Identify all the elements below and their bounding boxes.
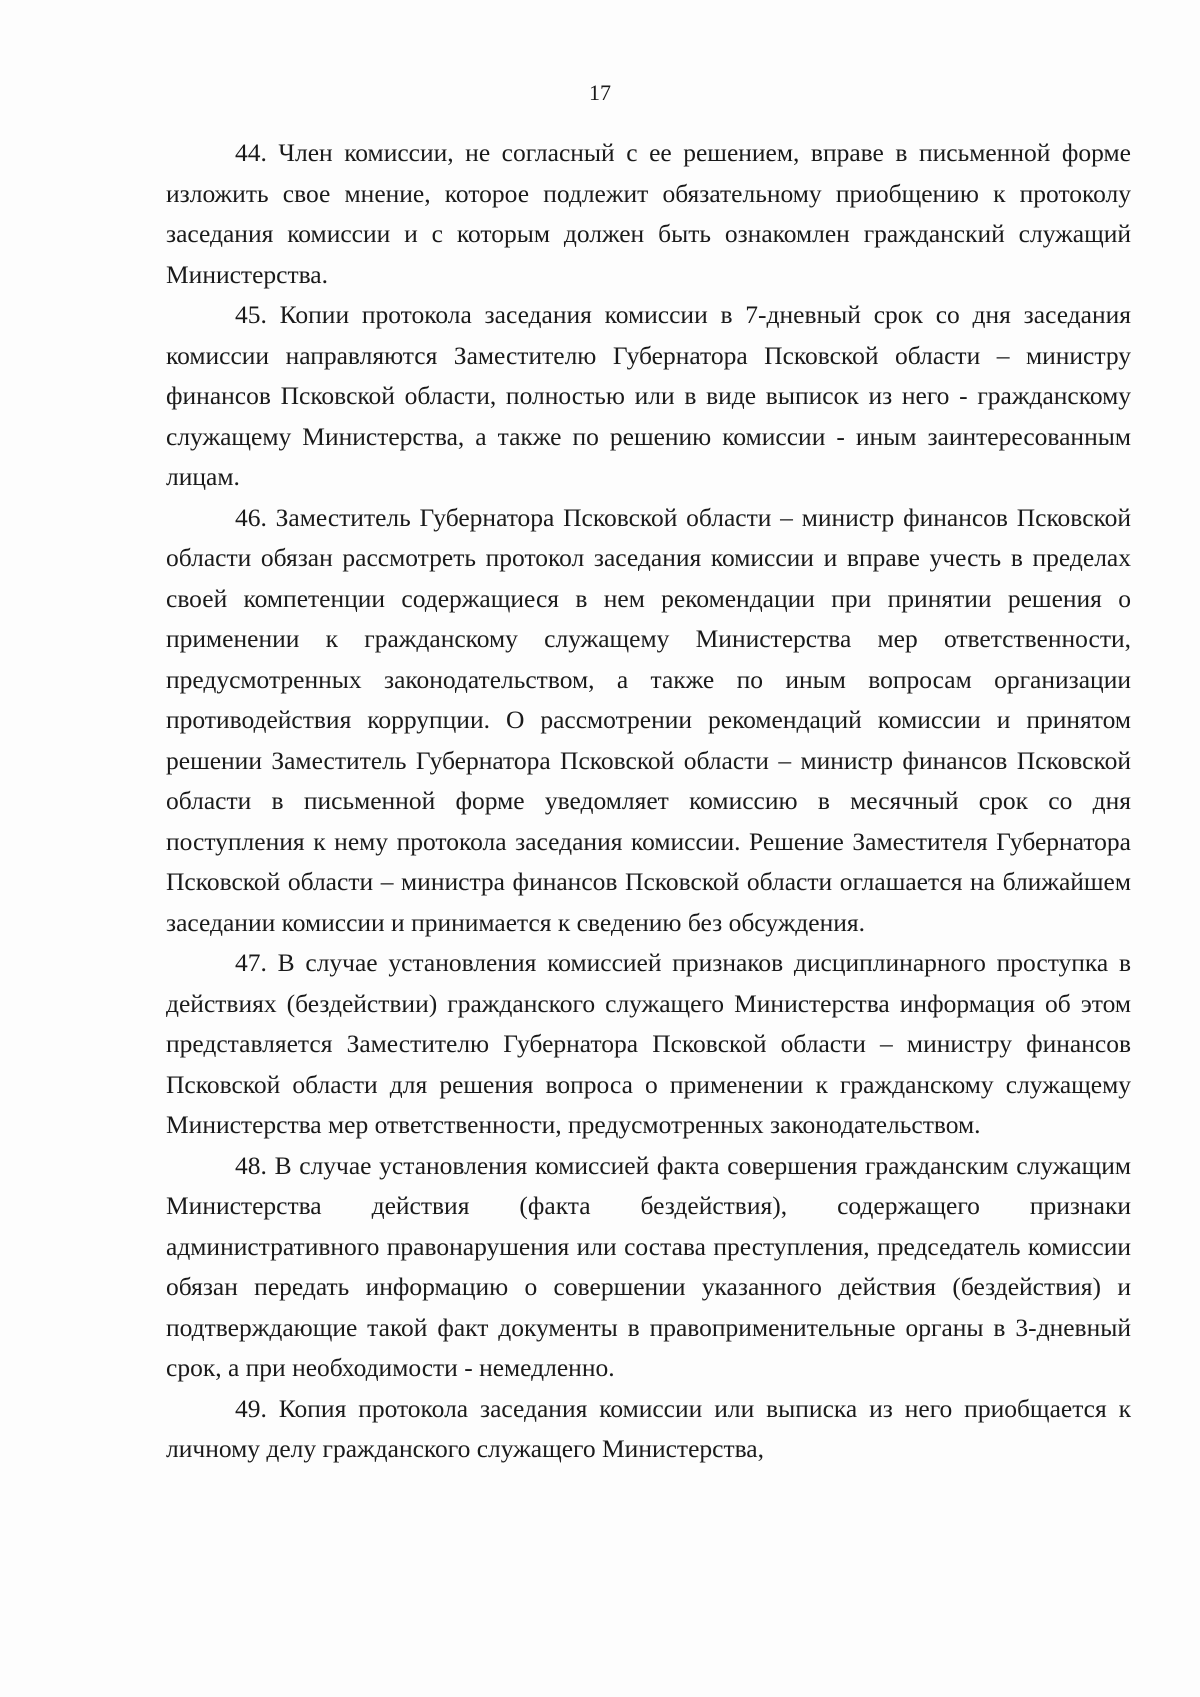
paragraph-number: 49. (235, 1393, 267, 1423)
paragraph-44 (166, 133, 1131, 295)
paragraph-47 (166, 943, 1131, 1146)
paragraph-number: 46. (235, 502, 267, 532)
paragraph-number: 45. (235, 300, 267, 329)
paragraph-number: 48. (235, 1150, 267, 1180)
paragraph-48 (166, 1146, 1131, 1389)
paragraph-45 (166, 295, 1131, 498)
document-body (166, 133, 1131, 1470)
paragraph-text: Копия протокола заседания комиссии или выписка из него приобщается к личному делу гражданского служащего Министерства, (166, 1393, 1131, 1463)
paragraph-number: 44. (235, 138, 267, 167)
paragraph-text: В случае установления комиссией факта совершения гражданским служащим Министерства действия (факта бездействия), содержащего признаки административного правонарушения или состава преступления, председатель комиссии обязан передать информацию о совершении указанного действия (бездействия) и подтверждающие такой факт документы в правоприменительные органы в 3-дневный срок, а при необходимости - немедленно. (166, 1150, 1132, 1382)
page-number: 17 (589, 80, 611, 105)
paragraph-text: Копии протокола заседания комиссии в 7-дневный срок со дня заседания комиссии направляются Заместителю Губернатора Псковской области – министру финансов Псковской области, полностью или в виде выписок из него - гражданскому служащему Министерства, а также по решению комиссии - иным заинтересованным лицам. (166, 300, 1131, 491)
paragraph-text: В случае установления комиссией признаков дисциплинарного проступка в действиях (бездействии) гражданского служащего Министерства информация об этом представляется Заместителю Губернатора Псковской области – министру финансов Псковской области для решения вопроса о применении к гражданскому служащему Министерства мер ответственности, предусмотренных законодательством. (166, 948, 1132, 1139)
paragraph-49 (166, 1389, 1131, 1470)
paragraph-text: Заместитель Губернатора Псковской области – министр финансов Псковской области обязан рассмотреть протокол заседания комиссии и вправе учесть в пределах своей компетенции содержащиеся в нем рекомендации при принятии решения о применении к гражданскому служащему Министерства мер ответственности, предусмотренных законодательством, а также по иным вопросам организации противодействия коррупции. О рассмотрении рекомендаций комиссии и принятом решении Заместитель Губернатора Псковской области – министр финансов Псковской области в письменной форме уведомляет комиссию в месячный срок со дня поступления к нему протокола заседания комиссии. Решение Заместителя Губернатора Псковской области – министра финансов Псковской области оглашается на ближайшем заседании комиссии и принимается к сведению без обсуждения. (166, 502, 1132, 937)
paragraph-number: 47. (235, 948, 267, 977)
paragraph-46 (166, 498, 1131, 944)
paragraph-text: Член комиссии, не согласный с ее решением, вправе в письменной форме изложить свое мнение, которое подлежит обязательному приобщению к протоколу заседания комиссии и с которым должен быть ознакомлен гражданский служащий Министерства. (166, 138, 1131, 289)
